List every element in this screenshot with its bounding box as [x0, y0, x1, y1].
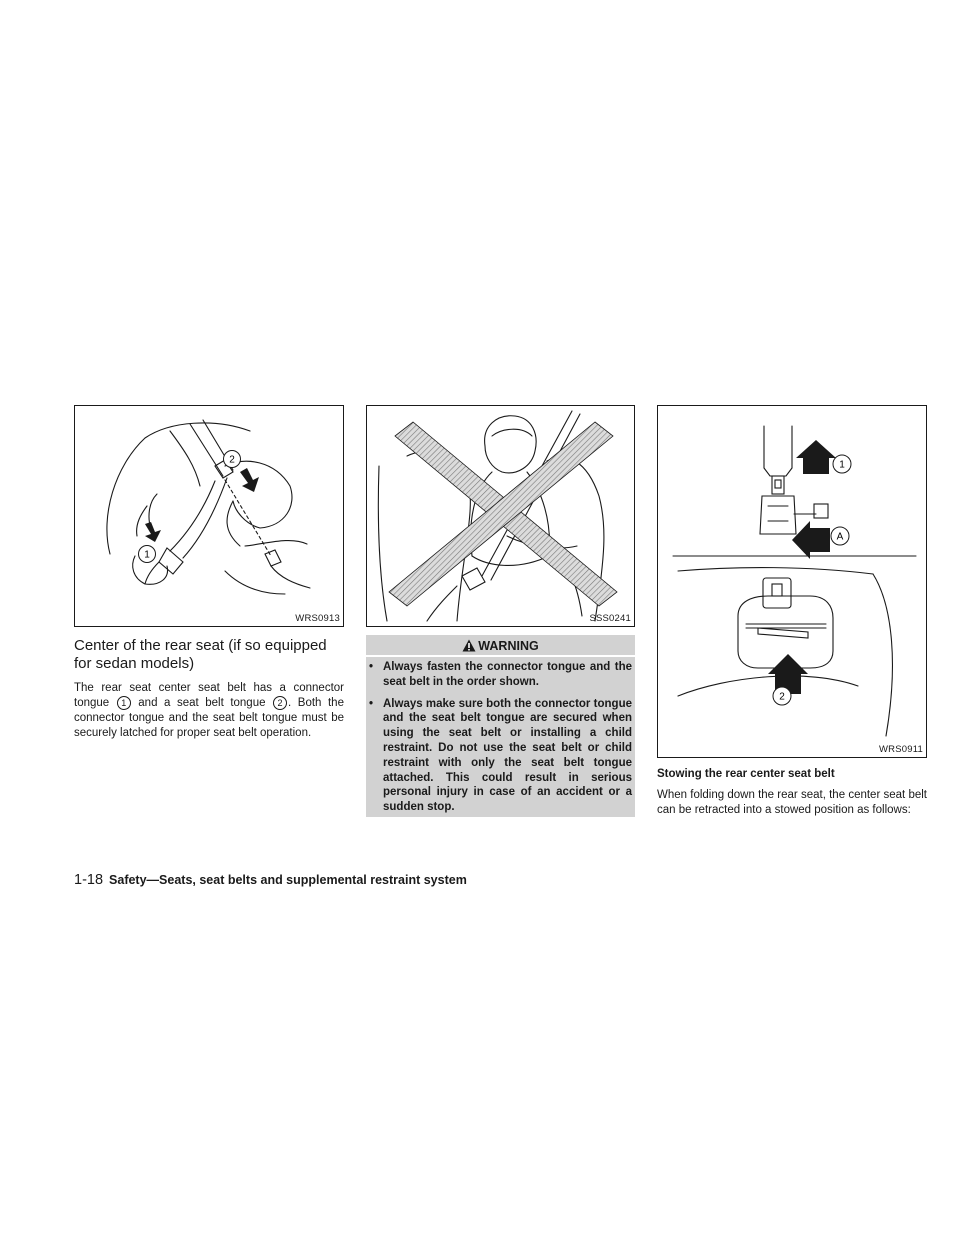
para-part-a: The rear seat center seat belt has a connector tongue — [74, 682, 344, 709]
page-number: 1-18 — [74, 872, 104, 888]
figure-stowing-belt — [657, 405, 927, 758]
figure-code: WRS0913 — [295, 613, 340, 624]
warning-header — [366, 635, 635, 655]
para-part-c: . Both the connector tongue and the seat belt tongue must be securely latched for proper seat belt operation. — [74, 697, 344, 739]
footer-section-title: Safety—Seats, seat belts and supplemental restraint system — [109, 873, 467, 887]
incorrect-belt-illustration — [367, 406, 634, 626]
page-footer — [74, 872, 467, 888]
callout-2: 2 — [229, 454, 235, 466]
figure-connector-tongue — [74, 405, 344, 627]
warning-title: WARNING — [478, 639, 539, 653]
warning-triangle-icon — [462, 639, 476, 652]
callout-2: 2 — [779, 691, 785, 703]
warning-box — [366, 635, 635, 817]
column-middle — [366, 405, 635, 817]
figure-code: WRS0911 — [879, 744, 923, 755]
figure-incorrect-usage — [366, 405, 635, 627]
belt-latching-illustration — [75, 406, 343, 626]
figure-code: SSS0241 — [589, 613, 631, 624]
warning-item: • Always make sure both the connector tongue and the seat belt tongue are secured when using the seat belt or installing a child restraint. Do not use the seat belt or child restraint with only the seat belt tongue attached. This could result in serious personal injury in case of an accident or a sudden stop. — [366, 697, 635, 815]
marker-2: 2 — [273, 696, 287, 710]
body-paragraph — [74, 681, 344, 741]
column-right — [657, 405, 927, 818]
subsection-title: Stowing the rear center seat belt — [657, 768, 835, 780]
callout-1: 1 — [144, 549, 150, 561]
warning-list — [366, 660, 635, 815]
stowing-illustration — [658, 406, 926, 757]
warning-item: • Always fasten the connector tongue and the seat belt in the order shown. — [366, 660, 635, 690]
warning-divider — [366, 655, 635, 657]
para-part-b: and a seat belt tongue — [138, 697, 266, 709]
marker-1: 1 — [117, 696, 131, 710]
section-title: Center of the rear seat (if so equipped for sedan models) — [74, 637, 327, 672]
body-paragraph: When folding down the rear seat, the center seat belt can be retracted into a stowed position as follows: — [657, 789, 927, 816]
column-left — [74, 405, 344, 741]
callout-1: 1 — [839, 459, 845, 471]
callout-a: A — [836, 531, 844, 543]
